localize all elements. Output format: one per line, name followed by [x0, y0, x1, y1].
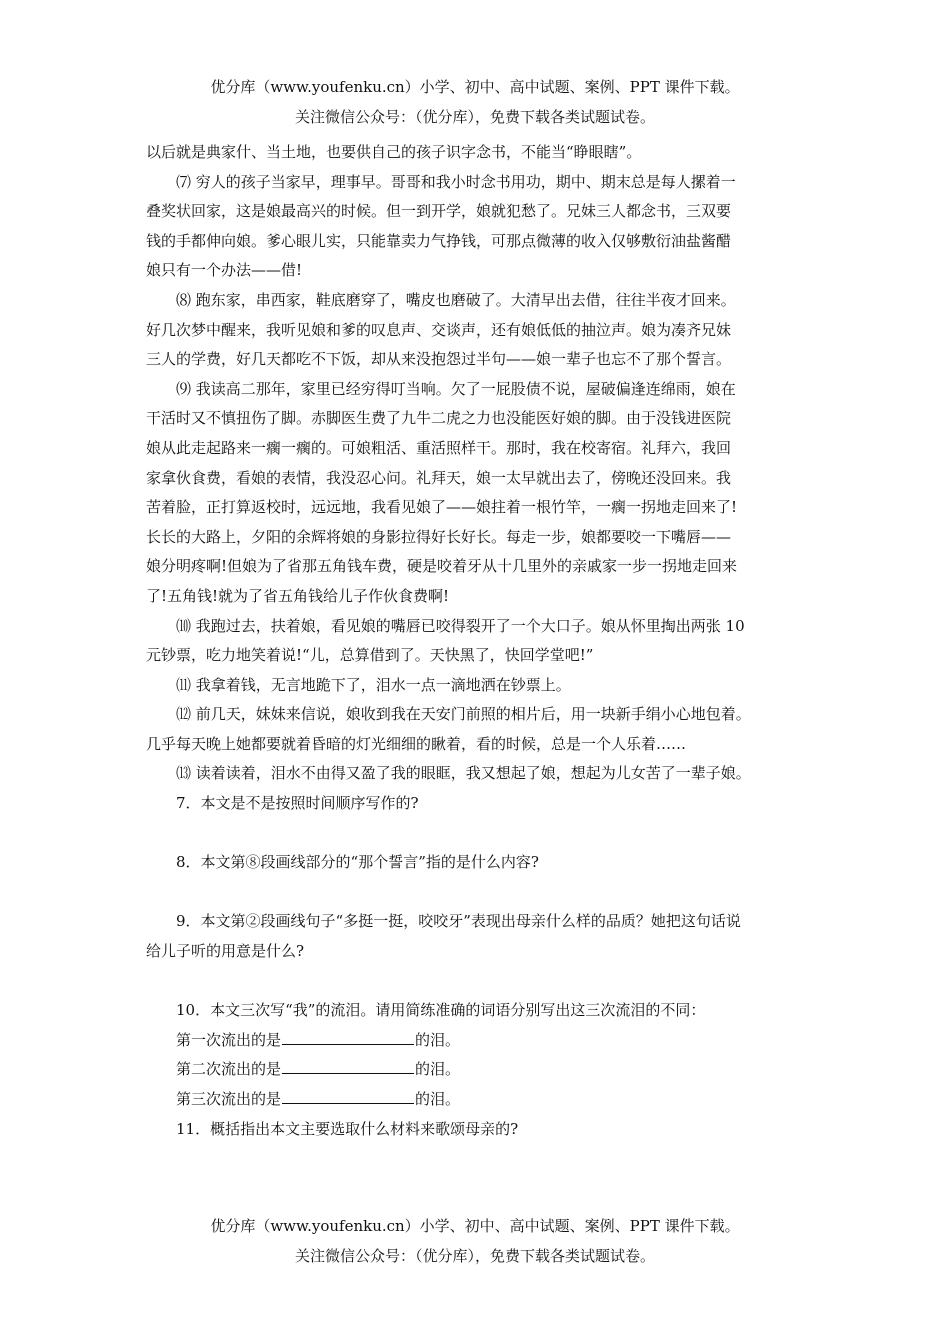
question-9-cont: 给儿子听的用意是什么? [146, 942, 305, 961]
question-10: 10．本文三次写“我”的流泪。请用简练准确的词语分别写出这三次流泪的不同： [176, 1001, 706, 1020]
paragraph-8-start: ⑻ 跑东家，串西家，鞋底磨穿了，嘴皮也磨破了。大清早出去借，往往半夜才回来。 [176, 290, 736, 309]
text-line: 元钞票，吃力地笑着说!“儿，总算借到了。天快黑了，快回学堂吧!” [146, 646, 594, 665]
fill-in-blank[interactable] [282, 1026, 414, 1045]
answer-line-2 [146, 1055, 816, 1085]
answer-suffix: 的泪。 [415, 1090, 461, 1108]
fill-in-blank[interactable] [282, 1055, 414, 1074]
footer-line-1: 优分库（www.youfenku.cn）小学、初中、高中试题、案例、PPT 课件下载。 [210, 1217, 740, 1235]
answer-line-1 [146, 1026, 816, 1056]
text-line: 好几次梦中醒来，我听见娘和爹的叹息声、交谈声，还有娘低低的抽泣声。娘为凑齐兄妹 [146, 320, 732, 339]
paragraph-7-start: ⑺ 穷人的孩子当家早，理事早。哥哥和我小时念书用功，期中、期末总是每人摞着一 [176, 172, 736, 191]
paragraph-9-start: ⑼ 我读高二那年，家里已经穷得叮当响。欠了一屁股债不说，屋破偏逢连绵雨，娘在 [176, 379, 736, 398]
text-line: 长长的大路上，夕阳的余辉将娘的身影拉得好长好长。每走一步，娘都要咬一下嘴唇—— [146, 527, 732, 546]
text-line: 三人的学费，好几天都吃不下饭，却从来没抱怨过半句——娘一辈子也忘不了那个誓言。 [146, 350, 732, 369]
question-8: 8．本文第⑧段画线部分的“那个誓言”指的是什么内容? [176, 853, 539, 872]
text-line: 娘只有一个办法——借! [146, 261, 303, 280]
answer-space [146, 967, 816, 997]
answer-suffix: 的泪。 [415, 1060, 461, 1079]
answer-prefix: 第三次流出的是 [176, 1090, 282, 1108]
text-line: 娘从此走起路来一瘸一瘸的。可娘粗活、重活照样干。那时，我在校寄宿。礼拜六，我回 [146, 438, 732, 457]
paragraph-10-start: ⑽ 我跑过去，扶着娘，看见娘的嘴唇已咬得裂开了一个大口子。娘从怀里掏出两张 10 [176, 616, 745, 635]
text-line: 叠奖状回家，这是娘最高兴的时候。但一到开学，娘就犯愁了。兄妹三人都念书，三双要 [146, 202, 732, 221]
article-body [146, 138, 816, 1144]
question-9: 9．本文第②段画线句子“多挺一挺，咬咬牙”表现出母亲什么样的品质？她把这句话说 [176, 912, 741, 931]
footer-line-2: 关注微信公众号：（优分库），免费下载各类试题试卷。 [294, 1247, 655, 1265]
text-line: 几乎每天晚上她都要就着昏暗的灯光细细的瞅着，看的时候，总是一个人乐着…… [146, 734, 687, 753]
paragraph-13: ⒀ 读着读着，泪水不由得又盈了我的眼眶，我又想起了娘，想起为儿女苦了一辈子娘。 [176, 764, 751, 783]
text-line: 以后就是典家什、当土地，也要供自己的孩子识字念书，不能当“睁眼瞎”。 [146, 143, 642, 161]
text-line: 家拿伙食费，看娘的表情，我没忍心问。礼拜天，娘一太早就出去了，傍晚还没回来。我 [146, 468, 732, 487]
header-line-2: 关注微信公众号：（优分库），免费下载各类试题试卷。 [294, 108, 655, 126]
answer-prefix: 第二次流出的是 [176, 1060, 282, 1079]
text-line: 钱的手都伸向娘。爹心眼儿实，只能靠卖力气挣钱，可那点微薄的收入仅够敷衍油盐酱醋 [146, 231, 732, 250]
text-line: 干活时又不慎扭伤了脚。赤脚医生费了九牛二虎之力也没能医好娘的脚。由于没钱进医院 [146, 409, 732, 428]
text-line: 苦着脸，正打算返校时，远远地，我看见娘了——娘拄着一根竹竿，一瘸一拐地走回来了! [146, 498, 738, 517]
answer-suffix: 的泪。 [415, 1030, 461, 1049]
text-line: 娘分明疼啊!但娘为了省那五角钱车费，硬是咬着牙从十几里外的亲戚家一步一拐地走回来 [146, 557, 738, 576]
text-line: 了!五角钱!就为了省五角钱给儿子作伙食费啊! [146, 586, 450, 605]
answer-prefix: 第一次流出的是 [176, 1030, 282, 1049]
fill-in-blank[interactable] [282, 1085, 414, 1104]
answer-space [146, 819, 816, 849]
question-7: 7．本文是不是按照时间顺序写作的? [176, 794, 419, 813]
answer-line-3 [146, 1085, 816, 1115]
paragraph-12-start: ⑿ 前几天，妹妹来信说，娘收到我在天安门前照的相片后，用一块新手绢小心地包着。 [176, 705, 751, 724]
answer-space [146, 878, 816, 908]
paragraph-11: ⑾ 我拿着钱，无言地跪下了，泪水一点一滴地洒在钞票上。 [176, 675, 571, 694]
question-11: 11．概括指出本文主要选取什么材料来歌颂母亲的? [176, 1119, 519, 1138]
header-line-1: 优分库（www.youfenku.cn）小学、初中、高中试题、案例、PPT 课件下载。 [210, 78, 740, 96]
